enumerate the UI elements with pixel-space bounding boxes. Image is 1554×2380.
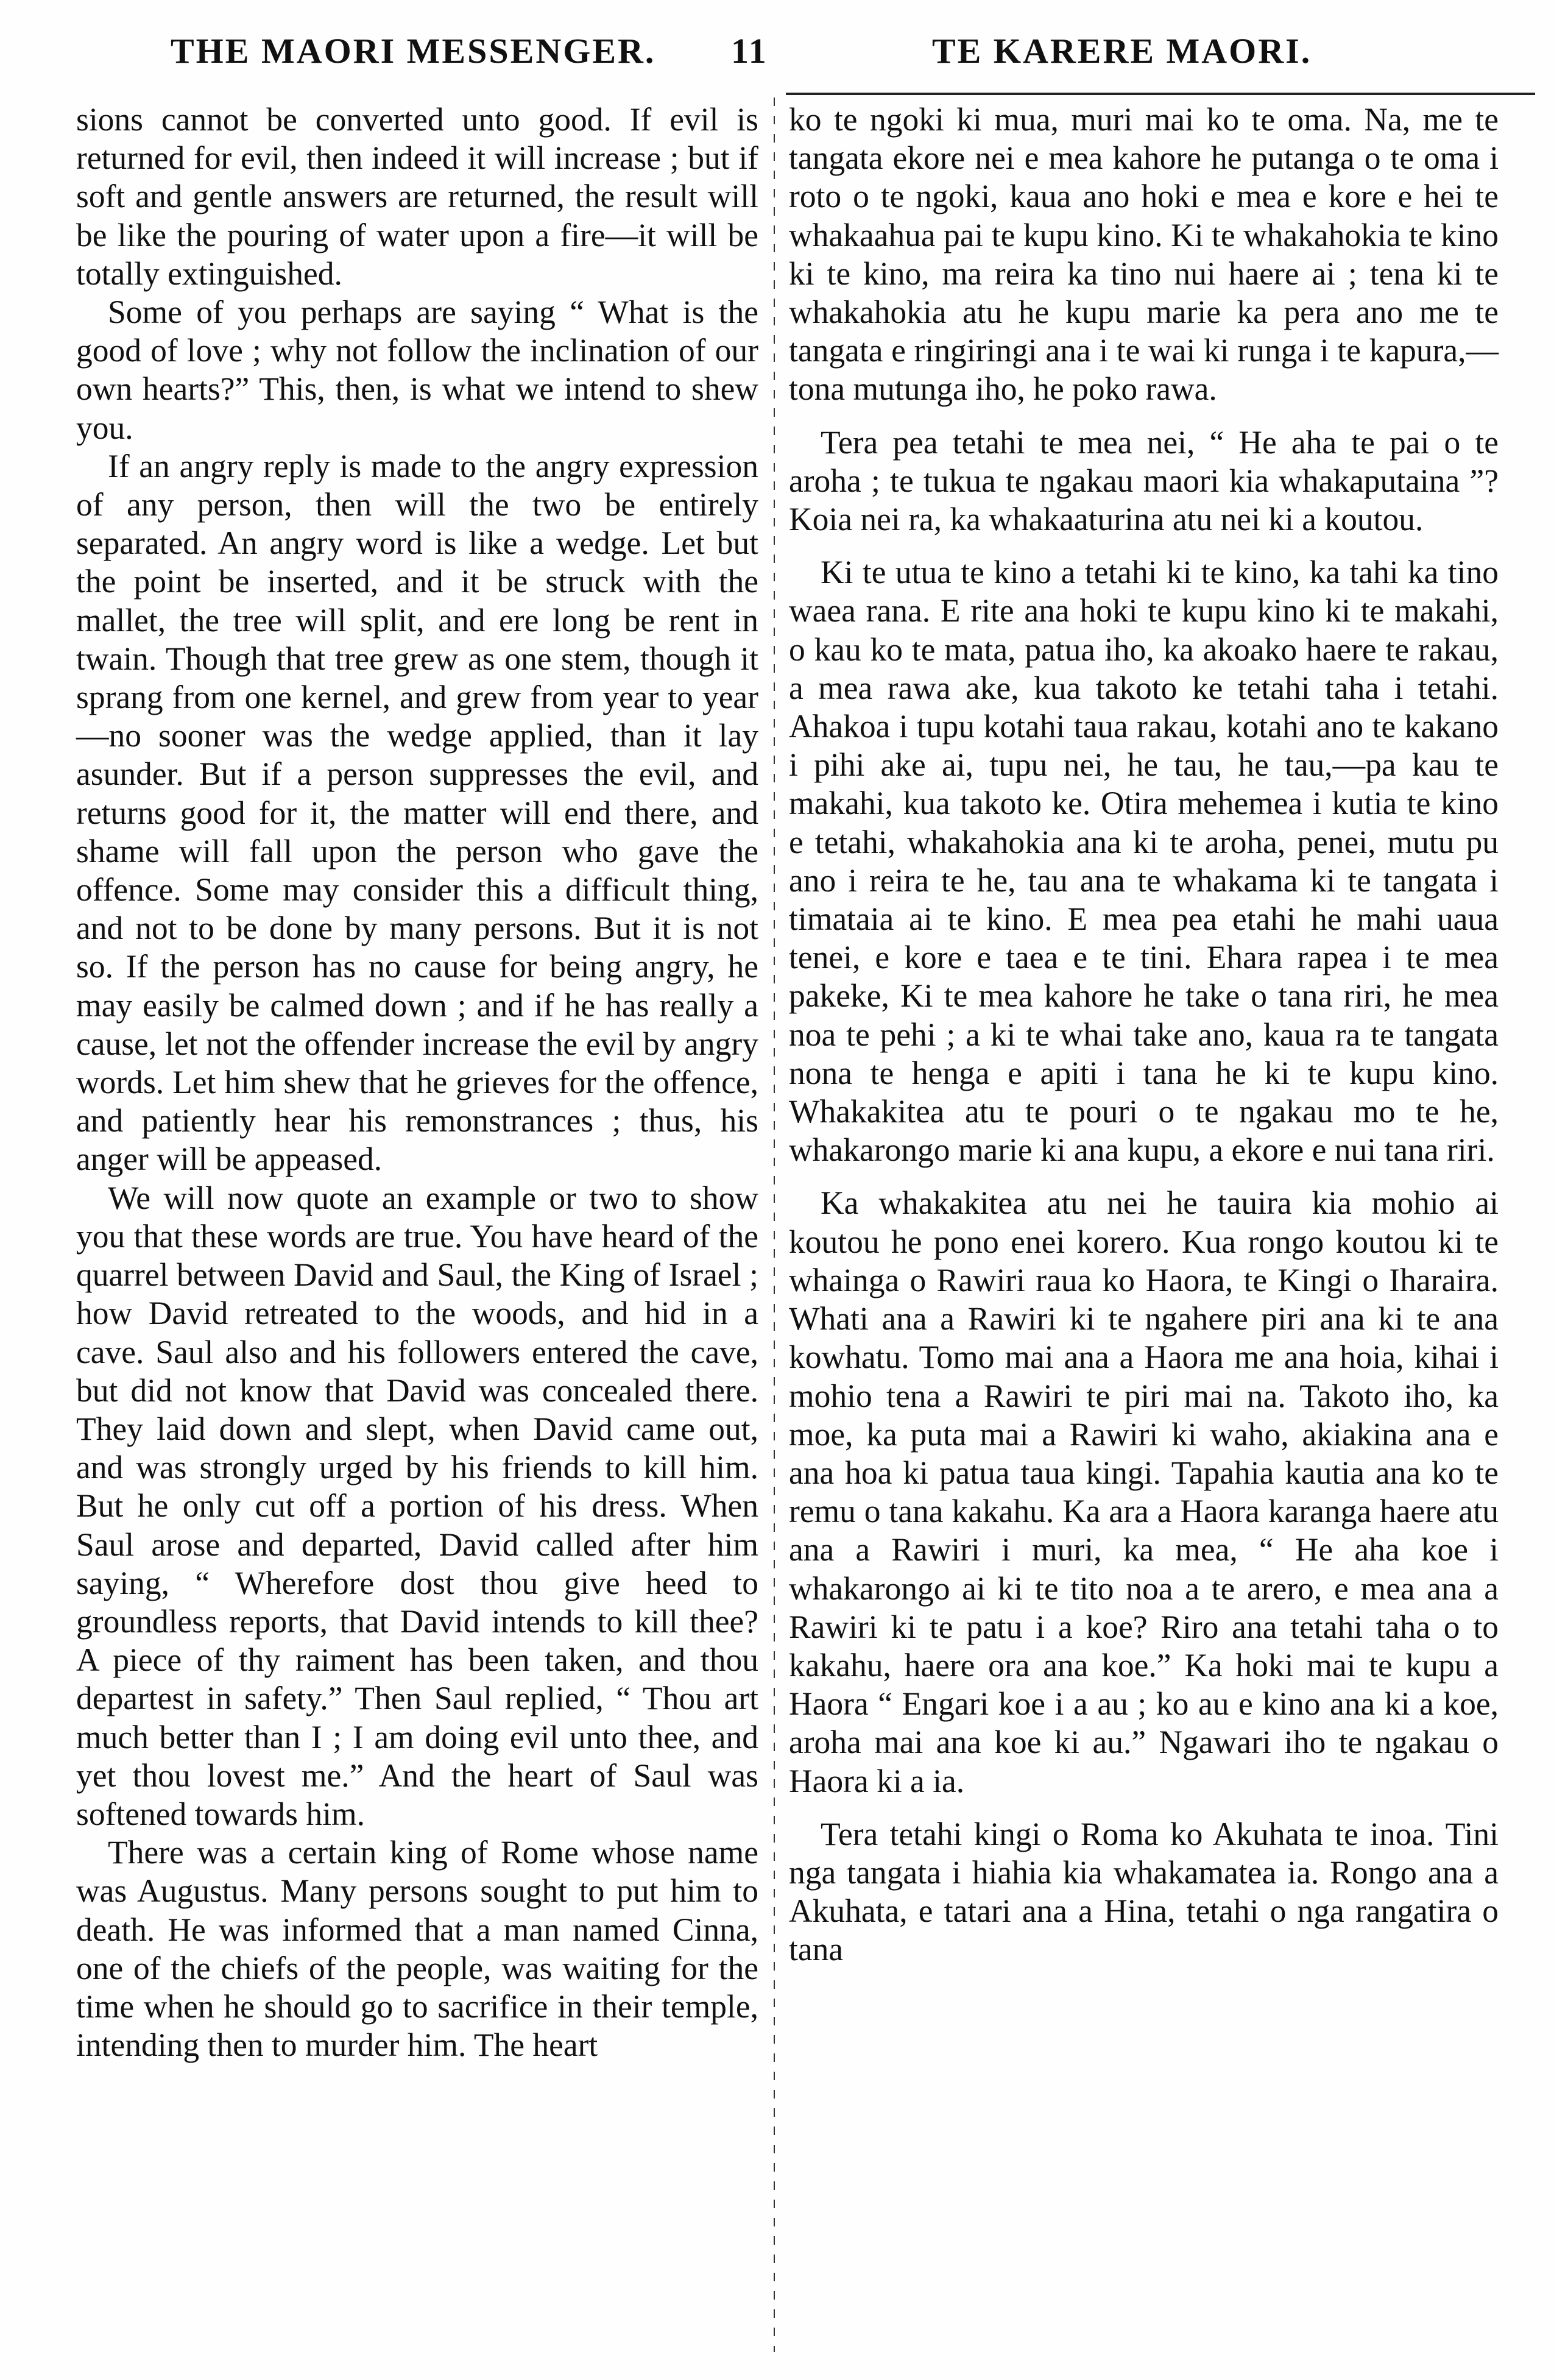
column-divider [774,97,775,2352]
english-paragraph: There was a certain king of Rome whose name was Augustus. Many persons sought to put him to death. He was informed that a man named Cinna, one of the chiefs of the people, was waiting for the time when he should go to sacrifice in their temple, intending then to murder him. The heart [76,1834,758,2064]
english-paragraph: If an angry reply is made to the angry expression of any person, then will the two be entirely separated. An angry word is like a wedge. Let but the point be inserted, and it be struck with the mallet, the tree will split, and ere long be rent in twain. Though that tree grew as one stem, though it sprang from one kernel, and grew from year to year—no sooner was the wedge applied, than it lay asunder. But if a person suppresses the evil, and returns good for it, the matter will end there, and shame will fall upon the person who gave the offence. Some may consider this a difficult thing, and not to be done by many persons. But it is not so. If the person has no cause for being angry, he may easily be calmed down ; and if he has really a cause, let not the offender increase the evil by angry words. Let him shew that he grieves for the offence, and patiently hear his remonstrances ; thus, his anger will be appeased. [76,447,758,1178]
maori-paragraph: Tera tetahi kingi o Roma ko Akuhata te inoa. Tini nga tangata i hiahia kia whakamatea ia. Rongo ana a Akuhata, e tatari ana a Hina, tetahi o nga rangatira o tana [789,1815,1499,1968]
page-number: 11 [731,31,768,71]
english-column [76,101,758,2064]
header-title-maori: TE KARERE MAORI. [932,31,1312,71]
maori-column [789,101,1499,1969]
english-paragraph: Some of you perhaps are saying “ What is the good of love ; why not follow the inclination of our own hearts?” This, then, is what we intend to shew you. [76,294,758,446]
english-paragraph: sions cannot be converted unto good. If evil is returned for evil, then indeed it will increase ; but if soft and gentle answers are returned, the result will be like the pouring of water upon a fire—it will be totally extinguished. [76,101,758,292]
maori-paragraph: Tera pea tetahi te mea nei, “ He aha te pai o te aroha ; te tukua te ngakau maori kia whakaputaina ”? Koia nei ra, ka whakaaturina atu nei ki a koutou. [789,423,1499,538]
maori-paragraph: ko te ngoki ki mua, muri mai ko te oma. Na, me te tangata ekore nei e mea kahore he putanga o te oma i roto o te ngoki, kaua ano hoki e mea e kore e hei te whakaahua pai te kupu kino. Ki te whakahokia te kino ki te kino, ma reira ka tino nui haere ai ; tena ki te whakahokia atu he kupu marie ka pera ano me te tangata e ringiringi ana i te wai ki runga i te kapura,—tona mutunga iho, he poko rawa. [789,101,1499,408]
page-header [61,30,1499,85]
english-paragraph: We will now quote an example or two to show you that these words are true. You have heard of the quarrel between David and Saul, the King of Israel ; how David retreated to the woods, and hid in a cave. Saul also and his followers entered the cave, but did not know that David was concealed there. They laid down and slept, when David came out, and was strongly urged by his friends to kill him. But he only cut off a portion of his dress. When Saul arose and departed, David called after him saying, “ Wherefore dost thou give heed to groundless reports, that David intends to kill thee? A piece of thy raiment has been taken, and thou departest in safety.” Then Saul replied, “ Thou art much better than I ; I am doing evil unto thee, and yet thou lovest me.” And the heart of Saul was softened towards him. [76,1179,758,1832]
header-title-english: THE MAORI MESSENGER. [171,31,656,71]
maori-paragraph: Ka whakakitea atu nei he tauira kia mohio ai koutou he pono enei korero. Kua rongo koutou ki te whainga o Rawiri raua ko Haora, te Kingi o Iharaira. Whati ana a Rawiri ki te ngahere piri ana ki te ana kowhatu. Tomo mai ana a Haora me ana hoia, kihai i mohio tena a Rawiri te piri mai na. Takoto iho, ka moe, ka puta mai a Rawiri ki waho, akiakina ana e ana hoa ki patua taua kingi. Tapahia kautia ana ko te remu o tana kakahu. Ka ara a Haora karanga haere atu ana a Rawiri i muri, ka mea, “ He aha koe i whakarongo ai ki te tito noa a te arero, e mea ana a Rawiri ki te patu i a koe? Riro ana tetahi taha o to kakahu, haere ora ana koe.” Ka hoki mai te kupu a Haora “ Engari koe i a au ; ko au e kino ana ki a koe, aroha mai ana koe ki au.” Ngawari iho te ngakau o Haora ki a ia. [789,1185,1499,1799]
header-rule [786,93,1535,95]
maori-paragraph: Ki te utua te kino a tetahi ki te kino, ka tahi ka tino waea rana. E rite ana hoki te kupu kino ki te makahi, o kau ko te mata, patua iho, ka akoako haere te rakau, a mea rawa ake, kua takoto ke tetahi taha i tetahi. Ahakoa i tupu kotahi taua rakau, kotahi ano te kakano i pihi ake ai, tupu nei, he tau, he tau,—pa kau te makahi, kua takoto ke. Otira mehemea i kutia te kino e tetahi, whakahokia ana ki te aroha, penei, mutu pu ano i reira te he, tau ana te whakama ki te tangata i timataia ai te kino. E mea pea etahi he mahi uaua tenei, e kore e taea e te tini. Ehara rapea i te mea pakeke, Ki te mea kahore he take o tana riri, he mea noa te pehi ; a ki te whai take ano, kaua ra te tangata nona te henga e apiti i tana he ki te kupu kino. Whakakitea atu te pouri o te ngakau mo te he, whakarongo marie ki ana kupu, a ekore e nui tana riri. [789,554,1499,1169]
